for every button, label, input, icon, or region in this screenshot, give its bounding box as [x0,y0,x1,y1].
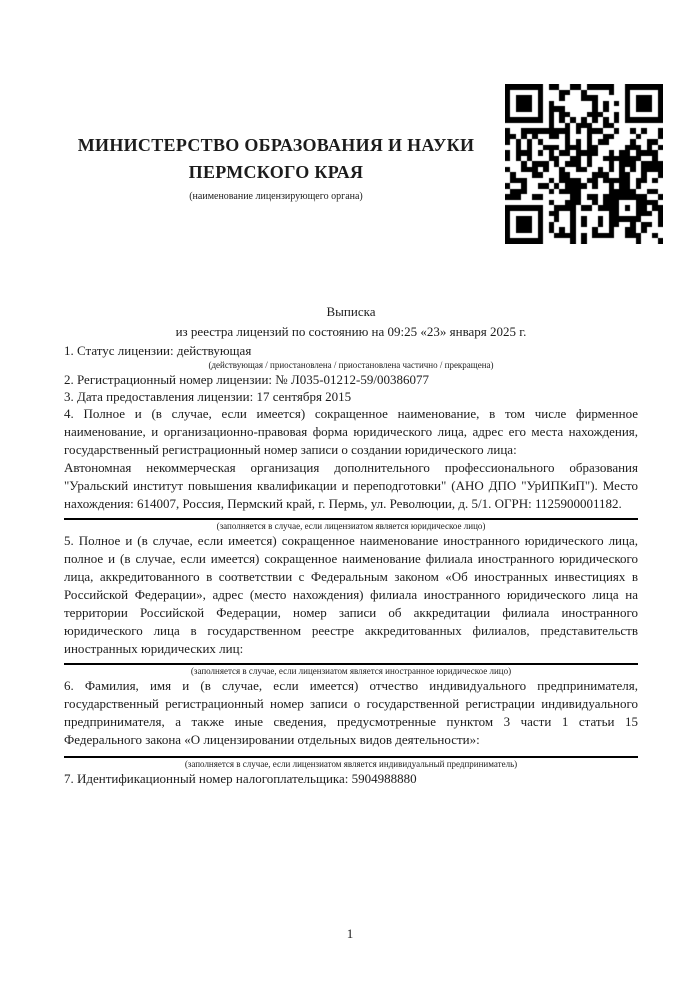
legal-entity-clause: 4. Полное и (в случае, если имеется) сокращенное наименование, в том числе фирменное наименование, и организационно-правовая форма юридического лица, адрес его места нахождения, государственный регистрационный номер записи о создании юридического лица: [64,406,638,457]
license-status-options-caption: (действующая / приостановлена / приостановлена частично / прекращена) [208,360,494,370]
page-number: 1 [346,926,354,941]
ministry-name-line2: ПЕРМСКОГО КРАЯ [188,162,364,182]
fill-line-individual-entrepreneur [64,756,638,758]
document-body [64,302,638,787]
individual-entrepreneur-clause: 6. Фамилия, имя и (в случае, если имеется) отчество индивидуального предпринимателя, государственный регистрационный номер записи о государственной регистрации индивидуального предпринимателя, а также иные сведения, предусмотренные пунктом 3 части 1 статьи 15 Федерального закона «О лицензировании отдельных видов деятельности»: [64,678,638,747]
document-title-line2: из реестра лицензий по состоянию на 09:25 «23» января 2025 г. [175,324,527,339]
taxpayer-id: 7. Идентификационный номер налогоплательщика: 5904988880 [64,771,417,786]
foreign-entity-caption: (заполняется в случае, если лицензиатом является иностранное юридическое лицо) [190,666,512,676]
legal-entity-caption: (заполняется в случае, если лицензиатом является юридическое лицо) [216,521,486,531]
licensing-authority-caption: (наименование лицензирующего органа) [189,191,363,202]
document-title-line1: Выписка [326,304,376,319]
qr-code [505,84,663,244]
individual-entrepreneur-caption: (заполняется в случае, если лицензиатом является индивидуальный предприниматель) [184,759,518,769]
fill-line-legal-entity [64,518,638,520]
fill-line-foreign-entity [64,663,638,665]
document-title [64,302,638,342]
ministry-name-line1: МИНИСТЕРСТВО ОБРАЗОВАНИЯ И НАУКИ [77,135,475,155]
license-status: 1. Статус лицензии: действующая [64,343,252,358]
license-grant-date: 3. Дата предоставления лицензии: 17 сентября 2015 [64,389,352,404]
foreign-entity-clause: 5. Полное и (в случае, если имеется) сокращенное наименование иностранного юридического лица, полное и (в случае, если имеется) сокращенное наименование филиала иностранного юридического лица, аккредитованного в соответствии с Федеральным законом «Об иностранных инвестициях в Российской Федерации», адрес (место нахождения) филиала иностранного юридического лица на территории Российской Федерации, номер записи об аккредитации филиала иностранного юридического лица в государственном реестре аккредитованных филиалов, представительств иностранных юридических лиц: [64,533,638,656]
license-registration-number: 2. Регистрационный номер лицензии: № Л035-01212-59/00386077 [64,372,430,387]
ministry-header [64,132,488,203]
legal-entity-details: Автономная некоммерческая организация дополнительного профессионального образования "Уральский институт повышения квалификации и переподготовки" (АНО ДПО "УрИПКиП"). Место нахождения: 614007, Россия, Пермский край, г. Пермь, ул. Революции, д. 5/1. ОГРН: 1125900001182. [64,460,638,511]
